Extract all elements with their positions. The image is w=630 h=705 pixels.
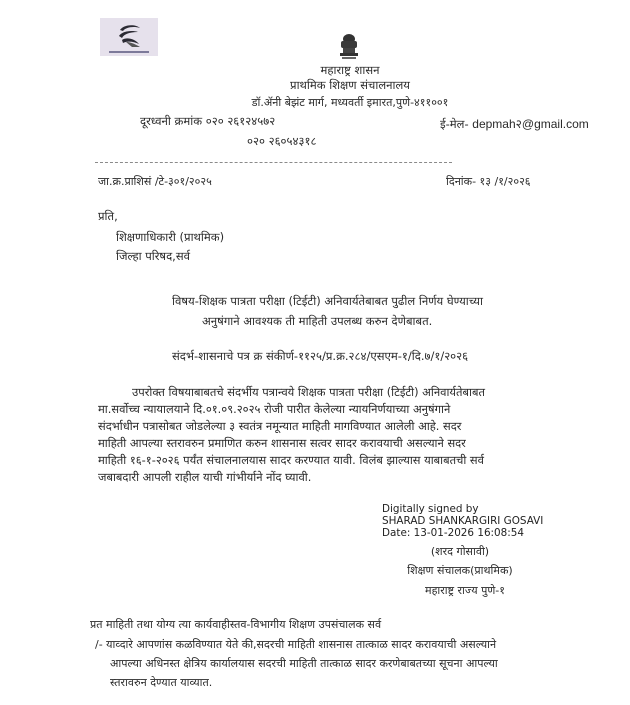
digital-signature-line-3: Date: 13-01-2026 16:08:54 <box>382 527 524 539</box>
letter-date: दिनांक- १३ /१/२०२६ <box>446 175 531 188</box>
digital-signature-line-2: SHARAD SHANKARGIRI GOSAVI <box>382 515 544 527</box>
body-line: मा.सर्वोच्च न्यायालयाने दि.०१.०९.२०२५ रोजी पारीत केलेल्या न्यायनिर्णयाच्या अनुषंगाने <box>98 402 451 416</box>
recipient-line-1: शिक्षणाधिकारी (प्राथमिक) <box>116 230 225 244</box>
phone-number-2: ०२० २६०५४३१८ <box>247 134 317 148</box>
reference-line: संदर्भ-शासनाचे पत्र क्र संकीर्ण-११२५/प्र.क्र.२८४/एसएम-१/दि.७/१/२०२६ <box>172 349 469 363</box>
signatory-designation: शिक्षण संचालक(प्राथमिक) <box>407 564 513 577</box>
email-row <box>440 115 589 132</box>
govt-name: महाराष्ट्र शासन <box>320 63 380 77</box>
office-address: डॉ.ॲनी बेझंट मार्ग, मध्यवर्ती इमारत,पुणे-४११००१ <box>251 96 449 109</box>
logo-caption-bar <box>109 51 149 53</box>
email-label: ई-मेल- <box>440 117 469 131</box>
signatory-name: (शरद गोसावी) <box>430 545 490 558</box>
copy-line-3: स्तरावरुन देण्यात याव्यात. <box>110 676 213 689</box>
body-line: माहिती १६-१-२०२६ पर्यंत संचालनालयास सादर करण्यात यावी. विलंब झाल्यास याबाबतची सर्व <box>98 453 484 467</box>
letterhead-separator <box>95 162 452 163</box>
signatory-place: महाराष्ट्र राज्य पुणे-१ <box>425 584 505 597</box>
body-line: उपरोक्त विषयाबाबतचे संदर्भीय पत्रान्वये शिक्षक पात्रता परीक्षा (टिईटी) अनिवार्यतेबाबत <box>132 385 485 399</box>
phone-number-1: ०२० २६१२४५७२ <box>205 114 276 128</box>
digital-signature-line-1: Digitally signed by <box>382 503 479 515</box>
copy-heading: प्रत माहिती तथा योग्य त्या कार्यवाहीस्तव-विभागीय शिक्षण उपसंचालक सर्व <box>90 618 382 631</box>
recipient-line-2: जिल्हा परिषद,सर्व <box>116 249 190 263</box>
office-name: प्राथमिक शिक्षण संचालनालय <box>290 78 410 92</box>
copy-line-2: आपल्या अधिनस्त क्षेत्रिय कार्यालयास सदरची माहिती तात्काळ सादर करणेबाबतच्या सूचना आपल्या <box>110 657 498 670</box>
digital-signature <box>382 503 543 539</box>
body-line: माहिती आपल्या स्तरावरुन प्रमाणित करुन शासनास सत्वर सादर करावयाची असल्याने सदर <box>98 436 466 450</box>
body-line: संदर्भाधीन पत्रासोबत जोडलेल्या ३ स्वतंत्र नमून्यात माहिती मागविण्यात आलेली आहे. सदर <box>98 419 462 433</box>
department-logo <box>100 18 158 56</box>
subject-line-2: अनुषंगाने आवश्यक ती माहिती उपलब्ध करुन देणेबाबत. <box>202 314 433 328</box>
phone-row <box>140 114 275 129</box>
email-link[interactable]: depmah२@gmail.com <box>472 117 589 131</box>
body-line: जबाबदारी आपली राहील याची गांभीर्याने नोंद घ्यावी. <box>98 470 312 484</box>
salutation: प्रति, <box>98 209 118 223</box>
emblem <box>335 32 363 62</box>
copy-line-1: /- याव्दारे आपणांस कळविण्यात येते की,सदरची माहिती शासनास तात्काळ सादर करावयाची असल्याने <box>95 638 497 651</box>
reference-number: जा.क्र.प्राशिसं /टे-३०१/२०२५ <box>98 175 212 188</box>
body-paragraph <box>98 384 588 486</box>
subject-line-1: विषय-शिक्षक पात्रता परीक्षा (टिईटी) अनिवार्यतेबाबत पुढील निर्णय घेण्याच्या <box>172 294 483 308</box>
education-department-logo-icon <box>114 22 144 50</box>
phone-label: दूरध्वनी क्रमांक <box>140 114 203 128</box>
state-emblem-icon <box>335 32 363 62</box>
